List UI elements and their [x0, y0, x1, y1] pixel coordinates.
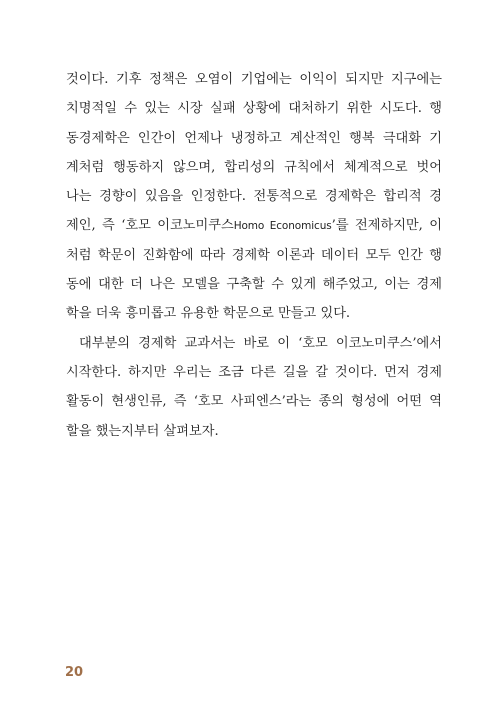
page-number: 20: [65, 665, 84, 680]
body-text: [66, 65, 442, 446]
paragraph-2: [66, 329, 442, 446]
paragraph-1: [66, 65, 442, 329]
text-line: 나는 경향이 있음을 인정한다. 전통적으로 경제학은 합리적 경: [66, 189, 442, 205]
text-line: 활동이 현생인류, 즉 ‘호모 사피엔스’라는 종의 형성에 어떤 역: [66, 394, 442, 410]
text-line: 학을 더욱 흥미롭고 유용한 학문으로 만들고 있다.: [66, 306, 351, 322]
text-line: 처럼 학문이 진화함에 따라 경제학 이론과 데이터 모두 인간 행: [66, 247, 442, 263]
latin-term: Homo Economicus: [233, 220, 332, 233]
text-line: 동에 대한 더 나은 모델을 구축할 수 있게 해주었고, 이는 경제: [66, 277, 442, 293]
text-line: 것이다. 기후 정책은 오염이 기업에는 이익이 되지만 지구에는: [66, 72, 442, 87]
text-line: 치명적일 수 있는 시장 실패 상황에 대처하기 위한 시도다. 행: [66, 101, 442, 117]
text-segment: 제인, 즉 ‘호모 이코노미쿠스: [66, 218, 234, 234]
text-line: 할을 했는지부터 살펴보자.: [66, 423, 219, 439]
text-line: 계처럼 행동하지 않으며, 합리성의 규칙에서 체계적으로 벗어: [66, 159, 442, 175]
text-line: 시작한다. 하지만 우리는 조금 다른 길을 갈 것이다. 먼저 경제: [66, 364, 442, 380]
text-line: 동경제학은 인간이 언제나 냉정하고 계산적인 행복 극대화 기: [66, 130, 442, 146]
text-line: 대부분의 경제학 교과서는 바로 이 ‘호모 이코노미쿠스’에서: [79, 335, 442, 351]
text-segment: ’를 전제하지만, 이: [331, 218, 442, 234]
text-line: [66, 211, 442, 240]
